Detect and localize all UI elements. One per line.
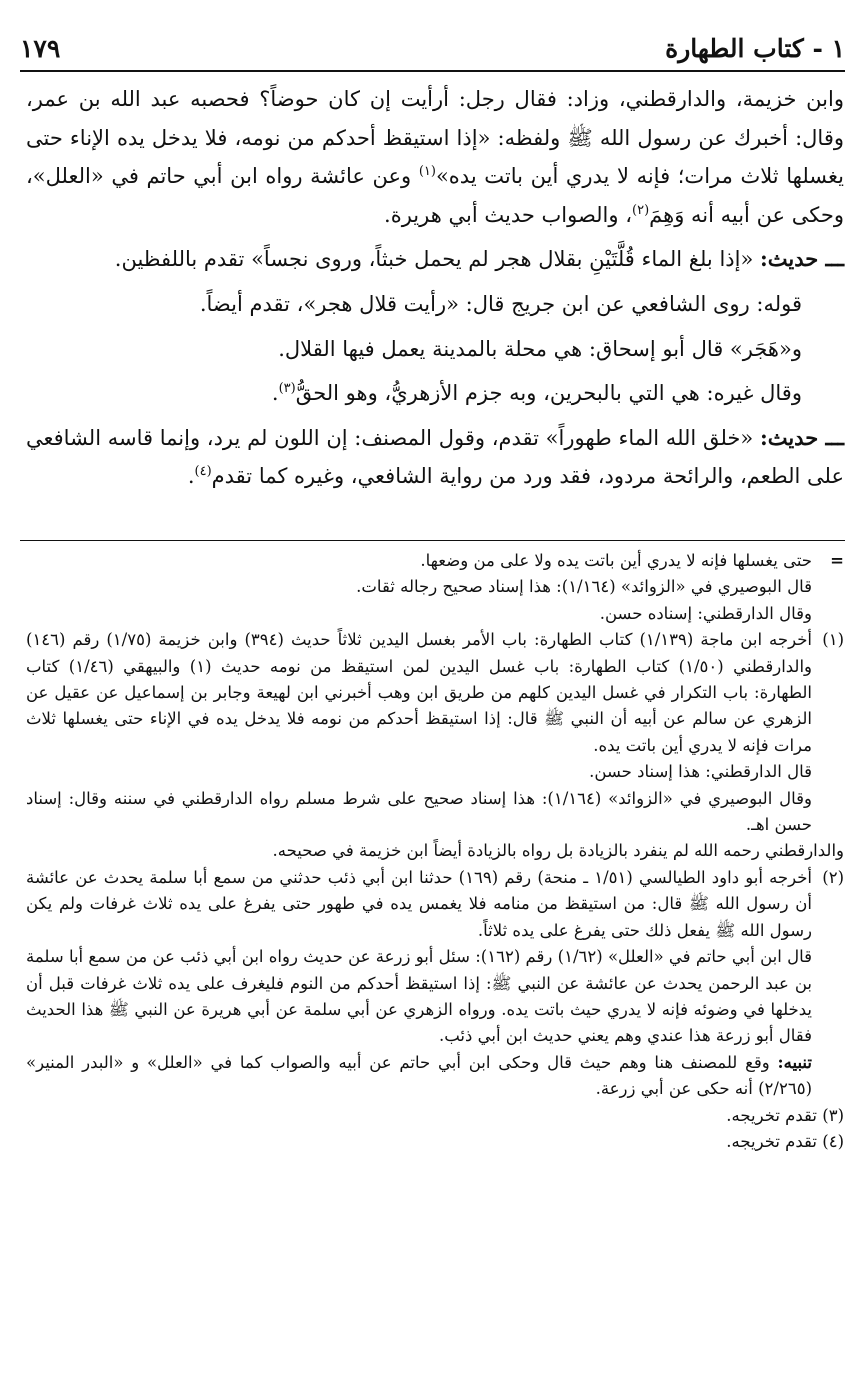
paragraph-text: وقال غيره: هي التي بالبحرين، وبه جزم الأزهريُّ، وهو الحقُّ [295,381,802,406]
footnote-line: قال ابن أبي حاتم في «العلل» (١/٦٢) رقم (١٦٢): سئل أبو زرعة عن حديث رواه ابن أبي ذئب عن من سمع أبا سلمة بن عبد الرحمن يحدث عن عائشة عن النبي ﷺ: إذا استيقظ أحدكم من النوم فليغرف على يده ثلاث غرفات قبل أن يدخلها في وضوئه فإنه لا يدري حيث باتت يده. ورواه الزهري عن أبي سلمة عن أبي هريرة عن النبي ﷺ هذا الحديث فقال أبو زرعة هذا عندي وهم يعني حديث ابن أبي ذئب. [26,947,813,1046]
chapter-title: ١ - كتاب الطهارة [665,34,845,63]
main-text [26,80,844,502]
page-number: ١٧٩ [20,34,61,63]
footnote-line: قال الدارقطني: هذا إسناد حسن. [589,762,812,782]
footnote-marker: (١) [418,164,436,180]
hadith-entry [26,419,844,496]
footnote-separator [20,540,845,541]
footnote-line: وقال الدارقطني: إسناده حسن. [599,603,812,623]
continuation-mark: = [830,551,844,570]
footnote-4: (٤) تقدم تخريجه. [726,1131,844,1151]
page-header [20,30,845,70]
hadith-entry [26,240,844,279]
footnote-number: (٢) [822,867,844,887]
footnote-text: أخرجه أبو داود الطيالسي (١/٥١ ـ منحة) رقم (١٦٩) حدثنا ابن أبي ذئب حدثني من سمع أبا سلمة يحدث عن عائشة أن رسول الله ﷺ قال: من استيقظ من منامه فلا يغمس يده في طهور حتى يفرغ على يده ثلاث غرفات ولم يكن رسول الله ﷺ يفعل ذلك حتى يفرغ على يده ثلاثاً. [26,867,813,940]
footnote-note [26,1050,812,1103]
paragraph [26,374,844,413]
footnote-line: حتى يغسلها فإنه لا يدري أين باتت يده ولا على من وضعها. [420,551,812,570]
paragraph [26,80,844,234]
paragraph: و«هَجَر» قال أبو إسحاق: هي محلة بالمدينة يعمل فيها القلال. [278,336,802,361]
paragraph-text: وابن خزيمة، والدارقطني، وزاد: فقال رجل: أرأيت إن كان حوضاً؟ فحصبه عبد الله بن عمر، وقال: أخبرك عن رسول الله ﷺ ولفظه: «إذا استيقظ أحدكم من نومه، فلا يدخل يده الإناء حتى يغسلها ثلاث مرات؛ فإنه لا يدري أين باتت يده» [26,87,844,189]
footnote-continuation [26,548,844,627]
footnote-text: أخرجه ابن ماجة (١/١٣٩) كتاب الطهارة: باب الأمر بغسل اليدين ثلاثاً حديث (٣٩٤) وابن خزيمة (١/٧٥) رقم (١٤٦) والدارقطني (١/٥٠) كتاب الطهارة: باب غسل اليدين لمن استيقظ من نومه حديث (١) والبيهقي (١/٤٦) كتاب الطهارة: باب التكرار في غسل اليدين كلهم من طريق ابن وهب أخبرني ابن لهيعة وجابر بن إسماعيل عن عقيل عن الزهري عن سالم عن أبيه أن النبي ﷺ قال: إذا استيقظ أحدكم من نومه فلا يدخل يده في الإناء حتى يغسلها ثلاث مرات فإنه لا يدري أين باتت يده. [26,630,813,755]
footnote-marker: (٣) [278,381,296,397]
note-label: تنبيه: [777,1052,812,1072]
footnote-1 [26,627,844,838]
paragraph-text: ، والصواب حديث أبي هريرة. [384,202,632,227]
note-text: وقع للمصنف هنا وهم حيث قال وحكى ابن أبي حاتم عن أبيه والصواب كما في «العلل» و «البدر المنير» (٢/٢٦٥) أنه حكى عن أبي زرعة. [26,1052,812,1099]
footnote-marker: (٢) [632,202,650,218]
header-rule [20,70,845,72]
paragraph-text: . [271,381,279,406]
footnote-line: وقال البوصيري في «الزوائد» (١/١٦٤): هذا إسناد صحيح على شرط مسلم رواه الدارقطني في سننه وقال: إسناد حسن اهـ. [26,788,812,835]
hadith-label: ـــ حديث: [759,424,844,450]
footnote-line: قال البوصيري في «الزوائد» (١/١٦٤): هذا إسناد صحيح رجاله ثقات. [356,577,812,597]
footnote-line: والدارقطني رحمه الله لم ينفرد بالزيادة بل رواه بالزيادة أيضاً ابن خزيمة في صحيحه. [272,841,844,861]
paragraph-text: وعن عائشة رواه ابن أبي حاتم في «العلل»، وحكى عن أبيه أنه وَهِمَ [26,164,844,227]
footnote-2 [26,865,844,1103]
footnotes [26,548,844,1155]
footnote-number: (١) [822,630,844,650]
paragraph: قوله: روى الشافعي عن ابن جريج قال: «رأيت قلال هجر»، تقدم أيضاً. [199,291,802,316]
footnote-marker: (٤) [194,464,212,480]
hadith-label: ـــ حديث: [760,246,844,272]
hadith-text: «إذا بلغ الماء قُلَّتَيْنِ بقلال هجر لم يحمل خبثاً، وروى نجساً» تقدم باللفظين. [114,247,760,272]
paragraph-text: . [187,464,195,489]
hadith-text: «خلق الله الماء طهوراً» تقدم، وقول المصنف: إن اللون لم يرد، وإنما قاسه الشافعي على الطعم، والرائحة مردود، فقد ورد من رواية الشافعي، وغيره كما تقدم [26,425,844,489]
footnote-3: (٣) تقدم تخريجه. [726,1105,844,1125]
